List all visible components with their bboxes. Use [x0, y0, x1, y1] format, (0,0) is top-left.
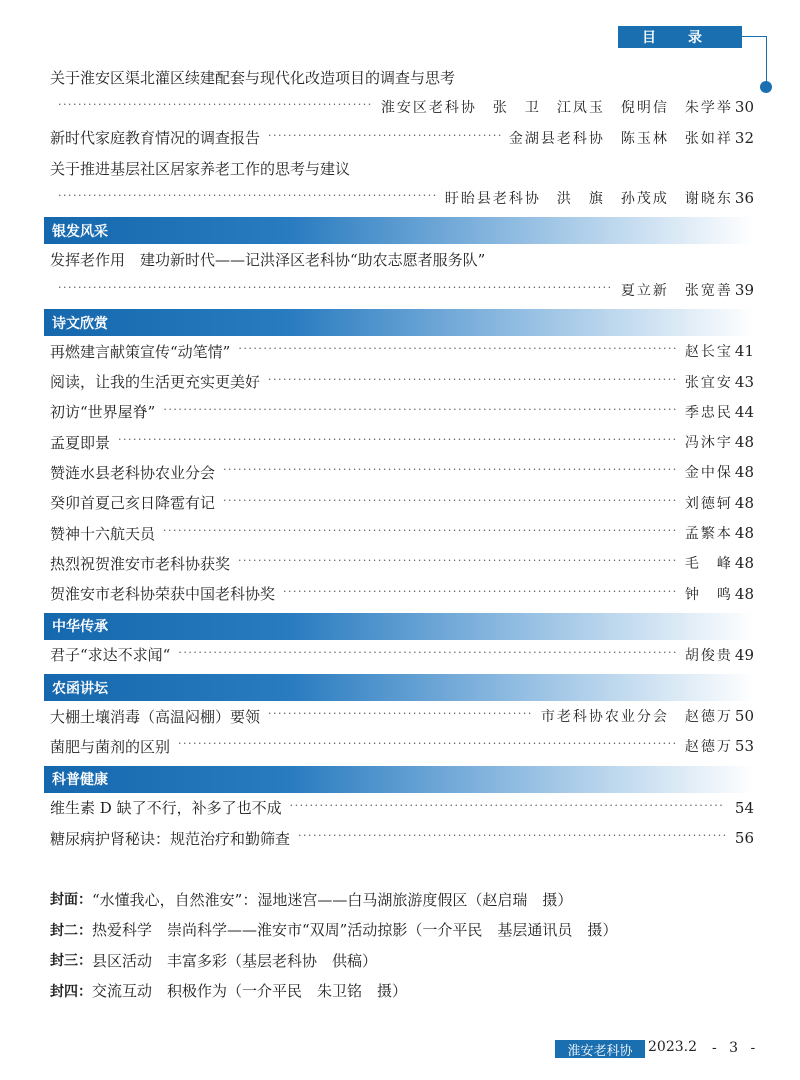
toc-entry[interactable]: [0, 548, 800, 578]
entry-author: 张宜安: [684, 374, 733, 391]
entry-title: 菌肥与菌剂的区别: [50, 737, 171, 756]
entry-page: 39: [734, 280, 754, 299]
table-of-contents: [0, 62, 800, 853]
entry-title: 新时代家庭教育情况的调查报告: [50, 129, 261, 148]
entry-author: 胡俊贵: [684, 647, 733, 664]
entry-page: 53: [734, 737, 754, 756]
toc-entry-detail[interactable]: [0, 183, 800, 213]
leader-dots: [223, 465, 677, 479]
entry-page: 43: [734, 372, 754, 391]
entry-page: 50: [734, 707, 754, 726]
entry-title: 关于推进基层社区居家养老工作的思考与建议: [50, 159, 351, 178]
entry-author: 金湖县老科协 陈玉林 张如祥: [508, 130, 733, 147]
entry-page: 49: [734, 645, 754, 664]
tab-connector-line: [742, 36, 766, 37]
entry-page: 48: [734, 493, 754, 512]
toc-entry[interactable]: [0, 640, 800, 670]
entry-author: 淮安区老科协 张 卫 江凤玉 倪明信 朱学举: [380, 100, 733, 117]
entry-author: 市老科协农业分会 赵德万: [540, 709, 733, 726]
leader-dots: [238, 556, 677, 570]
entry-title: 赞神十六航天员: [50, 524, 156, 543]
toc-entry[interactable]: [0, 336, 800, 366]
toc-entry[interactable]: [0, 427, 800, 457]
entry-title: 君子“求达不求闻“: [50, 646, 171, 665]
entry-title: 维生素 D 缺了不行，补多了也不成: [50, 799, 282, 818]
entry-title: 发挥老作用 建功新时代——记洪泽区老科协“助农志愿者服务队”: [50, 251, 486, 270]
toc-entry[interactable]: [0, 366, 800, 396]
leader-dots: [118, 435, 677, 449]
page-number: - 3 -: [712, 1040, 760, 1056]
credit-label: 封面：: [50, 892, 92, 909]
leader-dots: [178, 739, 677, 753]
entry-author: 刘德轲: [684, 495, 733, 512]
entry-author: 金中保: [684, 465, 733, 482]
entry-page: 54: [734, 798, 754, 817]
entry-title: 赞涟水县老科协农业分会: [50, 463, 216, 482]
entry-page: 48: [734, 433, 754, 452]
credit-back-cover: [50, 976, 617, 1007]
credit-text: 热爱科学 崇尚科学——淮安市“双周”活动掠影（一介平民 基层通讯员 摄）: [92, 921, 618, 940]
entry-page: 36: [734, 189, 754, 208]
entry-page: 44: [734, 402, 754, 421]
toc-entry[interactable]: [0, 701, 800, 731]
leader-dots: [223, 496, 677, 510]
credit-text: 县区活动 丰富多彩（基层老科协 供稿）: [92, 951, 378, 970]
toc-entry-title[interactable]: [0, 244, 800, 274]
leader-dots: [58, 283, 613, 297]
entry-title: 癸卯首夏己亥日降雹有记: [50, 494, 216, 513]
section-header-poetry: 诗文欣赏: [44, 309, 754, 336]
entry-author: 赵长宝: [684, 344, 733, 361]
toc-entry[interactable]: [0, 397, 800, 427]
toc-entry[interactable]: [0, 823, 800, 853]
entry-title: 初访“世界屋脊”: [50, 403, 156, 422]
section-header-silver: 银发风采: [44, 217, 754, 244]
entry-title: 大棚土壤消毒（高温闷棚）要领: [50, 707, 261, 726]
section-header-agri-forum: 农函讲坛: [44, 674, 754, 701]
entry-author: 孟繁本: [684, 526, 733, 542]
entry-page: 32: [734, 128, 754, 147]
leader-dots: [58, 191, 437, 205]
entry-title: 贺淮安市老科协荣获中国老科协奖: [50, 585, 276, 604]
entry-page: 48: [734, 524, 754, 542]
toc-entry[interactable]: [0, 488, 800, 518]
credit-text: 交流互动 积极作为（一介平民 朱卫铭 摄）: [92, 982, 408, 1001]
entry-title: 阅读，让我的生活更充实更美好: [50, 373, 261, 392]
entry-page: 30: [734, 98, 754, 117]
magazine-name: 淮安老科协: [555, 1040, 645, 1058]
entry-page: 41: [734, 342, 754, 361]
leader-dots: [163, 526, 677, 540]
credit-label: 封四：: [50, 983, 92, 1000]
credit-label: 封二：: [50, 922, 92, 939]
toc-entry[interactable]: [0, 123, 800, 153]
entry-author: 冯沐宇: [684, 435, 733, 452]
entry-title: 糖尿病护肾秘诀：规范治疗和勤筛查: [50, 829, 291, 848]
entry-page: 56: [734, 829, 754, 848]
toc-entry[interactable]: [0, 457, 800, 487]
toc-entry-detail[interactable]: [0, 275, 800, 305]
entry-page: 48: [734, 554, 754, 573]
toc-entry-detail[interactable]: [0, 92, 800, 122]
leader-dots: [268, 709, 533, 723]
entry-author: 盱眙县老科协 洪 旗 孙茂成 谢晓东: [444, 191, 733, 208]
entry-author: 毛 峰: [684, 556, 733, 573]
leader-dots: [283, 587, 677, 601]
entry-page: 48: [734, 463, 754, 482]
contents-tab: 目录: [618, 26, 742, 48]
leader-dots: [268, 375, 677, 389]
leader-dots: [178, 648, 677, 662]
entry-title: 热烈祝贺淮安市老科协获奖: [50, 554, 231, 573]
entry-title: 孟夏即景: [50, 433, 111, 452]
entry-author: 赵德万: [684, 739, 733, 756]
leader-dots: [298, 831, 725, 845]
leader-dots: [268, 131, 501, 145]
credit-front-cover: [50, 884, 617, 915]
entry-title: 关于淮安区渠北灌区续建配套与现代化改造项目的调查与思考: [50, 68, 456, 87]
toc-entry[interactable]: [0, 731, 800, 761]
toc-entry-title[interactable]: [0, 62, 800, 92]
credit-label: 封三：: [50, 953, 92, 970]
toc-entry-title[interactable]: [0, 153, 800, 183]
section-header-heritage: 中华传承: [44, 613, 754, 640]
leader-dots: [58, 100, 373, 114]
entry-author: 季忠民: [684, 404, 733, 421]
entry-author: 钟 鸣: [684, 586, 733, 603]
issue-number: 2023.2: [648, 1039, 697, 1055]
toc-entry[interactable]: [0, 578, 800, 608]
cover-credits: [50, 884, 617, 1006]
section-header-health: 科普健康: [44, 766, 754, 793]
entry-title: 再燃建言献策宣传“动笔情”: [50, 342, 231, 361]
leader-dots: [163, 405, 677, 419]
entry-page: 48: [734, 584, 754, 603]
leader-dots: [290, 801, 725, 815]
toc-entry[interactable]: [0, 793, 800, 823]
toc-entry[interactable]: [0, 518, 800, 548]
leader-dots: [238, 344, 677, 358]
entry-author: 夏立新 张宽善: [620, 282, 733, 299]
credit-text: “水懂我心，自然淮安”：湿地迷宫——白马湖旅游度假区（赵启瑞 摄）: [92, 890, 573, 909]
credit-inside-front: [50, 915, 617, 946]
credit-inside-back: [50, 945, 617, 976]
